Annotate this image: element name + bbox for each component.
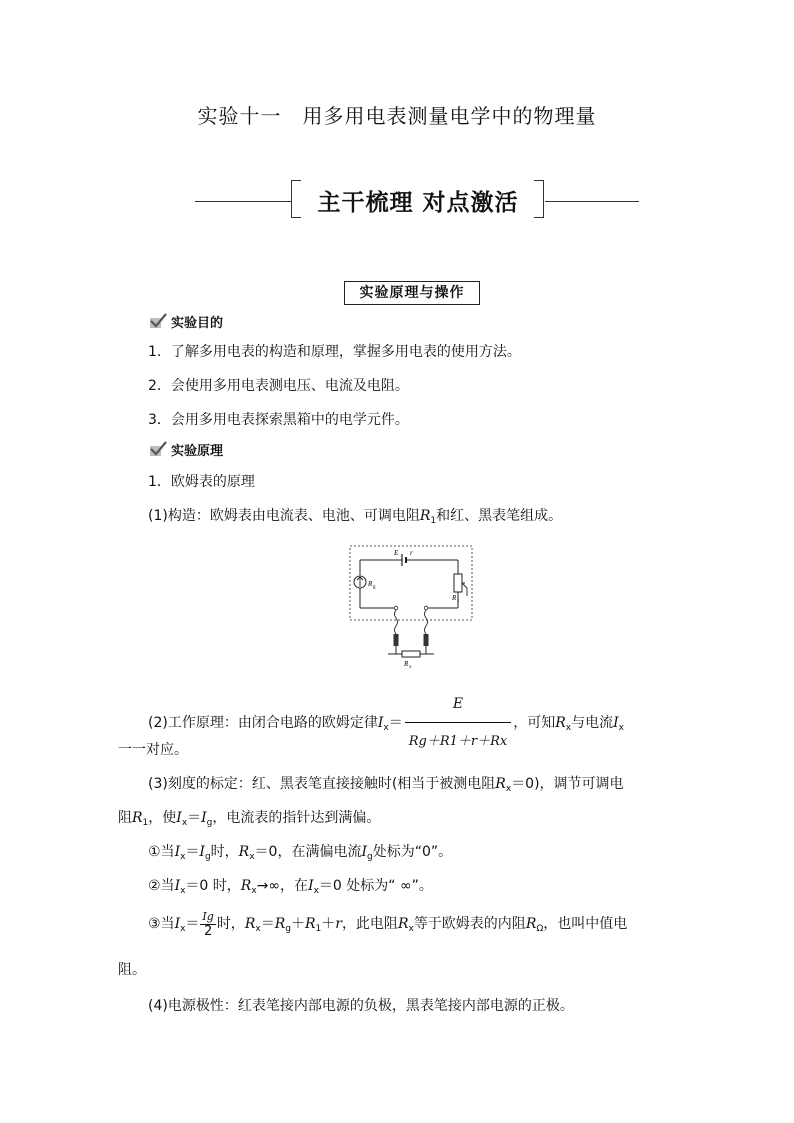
- label-r: r: [410, 549, 413, 557]
- case-3-line: ③当$I_x=$ $\frac{Ig}{2}$ 时，$R_x=R_g+R_1+r$，此电阻$R_x$等于欧姆表的内阻$R_\Omega$，也叫中值电: [148, 909, 628, 939]
- half-current-fraction: $\frac{Ig}{2}$: [202, 909, 214, 939]
- case-3-line-2: 阻。: [118, 962, 146, 978]
- check-icon: [148, 440, 168, 458]
- ohmmeter-circuit-diagram: [348, 544, 476, 672]
- purpose-item-1: 1．了解多用电表的构造和原理，掌握多用电表的使用方法。: [148, 344, 521, 360]
- banner-rule-right: [545, 201, 639, 202]
- label-R1: R: [452, 594, 457, 602]
- label-E: E: [394, 549, 399, 557]
- banner-text: 主干梳理 对点激活: [317, 189, 519, 216]
- label-Rg-sub: g: [373, 585, 376, 590]
- label-R1-sub: 1: [457, 599, 460, 604]
- banner-rule-left: [195, 201, 291, 202]
- working-principle-line-2: 一一对应。: [118, 742, 188, 758]
- calibration-line-1: (3)刻度的标定：红、黑表笔直接接触时(相当于被测电阻$R_x=0$)，调节可调电: [148, 776, 624, 794]
- case-2-line: ②当$I_x=0$ 时，$R_x\to\infty$，在$I_x=0$ 处标为“ ∞”。: [148, 878, 433, 896]
- purpose-heading-label: 实验目的: [171, 316, 224, 331]
- label-Rg: R: [368, 580, 373, 588]
- working-principle-line: (2)工作原理：由闭合电路的欧姆定律$I_x=$ $\frac{E}{Rg+R1+r+Rx}$ ，可知$R_x$与电流$I_x$: [148, 686, 624, 760]
- purpose-item-2: 2．会使用多用电表测电压、电流及电阻。: [148, 378, 409, 394]
- polarity-line: (4)电源极性：红表笔接内部电源的负极，黑表笔接内部电源的正极。: [148, 998, 574, 1014]
- ohm-law-fraction: $\frac{E}{Rg+R1+r+Rx}$: [405, 686, 512, 760]
- principle-item-1: 1．欧姆表的原理: [148, 474, 255, 490]
- construction-line: (1)构造：欧姆表由电流表、电池、可调电阻$R_1$和红、黑表笔组成。: [148, 508, 563, 526]
- calibration-line-2: 阻$R_1$，使$I_x=I_g$，电流表的指针达到满偏。: [118, 810, 381, 828]
- banner-bracket-left: [291, 180, 301, 218]
- box-heading: 实验原理与操作: [344, 281, 480, 305]
- purpose-item-3: 3．会用多用电表探索黑箱中的电学元件。: [148, 412, 409, 428]
- check-icon: [148, 312, 168, 330]
- principle-heading-label: 实验原理: [171, 444, 224, 459]
- label-Rx: R: [404, 660, 409, 668]
- banner-bracket-right: [534, 180, 544, 218]
- section-banner: [195, 176, 639, 224]
- page-title: 实验十一 用多用电表测量电学中的物理量: [197, 104, 597, 128]
- case-1-line: ①当$I_x=I_g$时，$R_x=0$，在满偏电流$I_g$处标为“0”。: [148, 844, 453, 862]
- label-Rx-sub: x: [409, 665, 412, 670]
